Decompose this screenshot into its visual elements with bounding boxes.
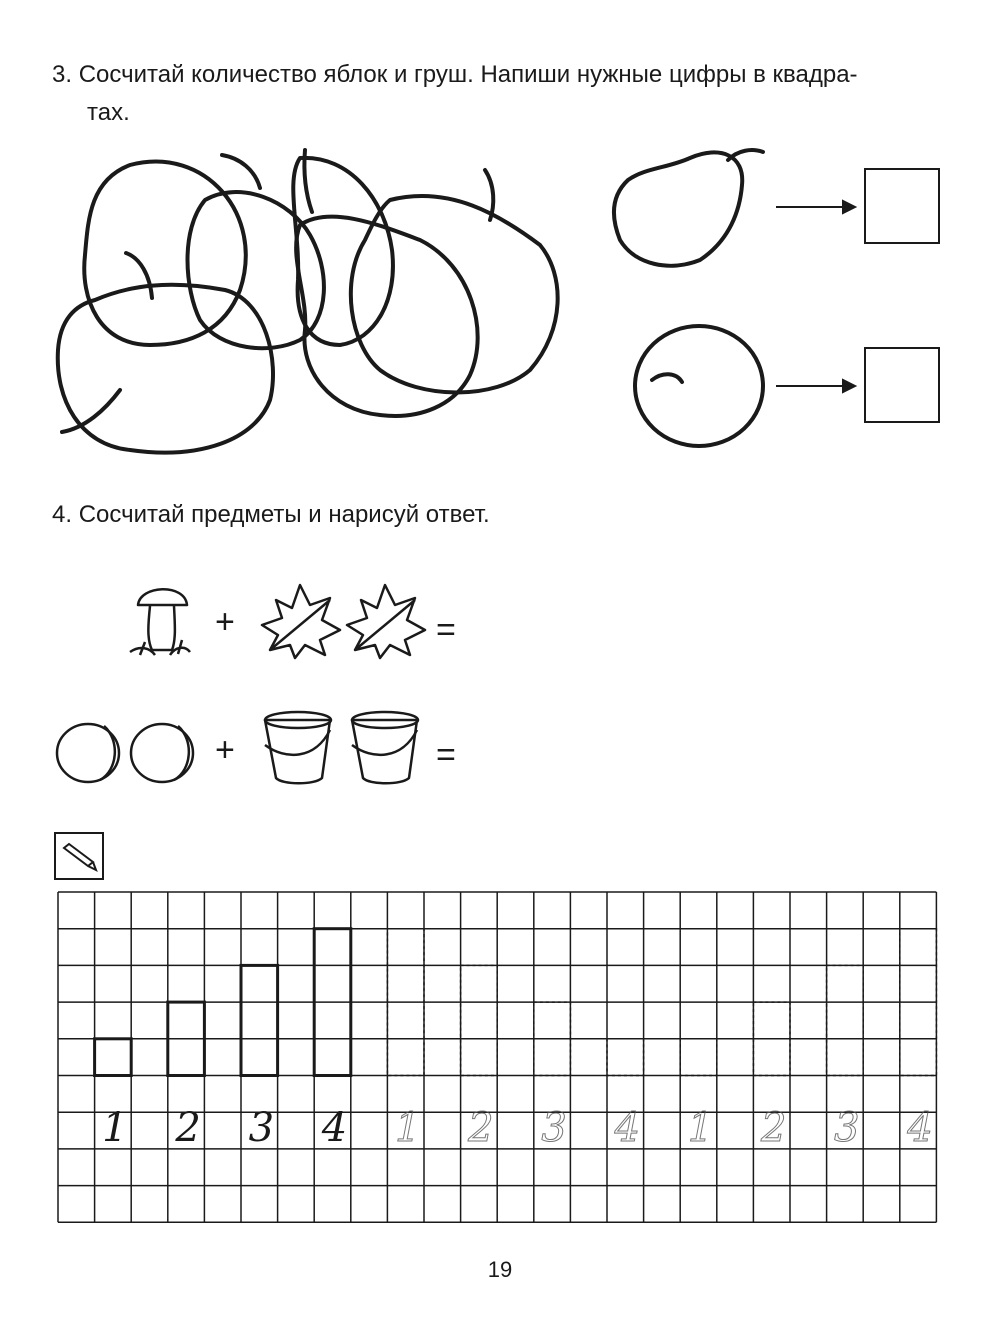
trace-bar (827, 965, 864, 1075)
page-number: 19 (487, 1257, 513, 1282)
task4-number: 4. (52, 501, 73, 528)
pear-arrow-head (843, 201, 855, 213)
grass-icon (130, 640, 190, 655)
tangled-fruits (58, 150, 558, 453)
apple-icon (635, 326, 763, 446)
plus-sign: + (215, 603, 235, 641)
task3-number: 3. (52, 61, 73, 88)
equals-sign: = (436, 611, 456, 649)
trace-digit: 2 (760, 1105, 787, 1152)
trace-bar (607, 1039, 644, 1076)
maple-leaf-icon (262, 585, 340, 658)
sample-bar (241, 965, 278, 1075)
mushroom-stem-icon (148, 606, 175, 650)
tangled-stem-3 (222, 155, 260, 188)
trace-digit: 3 (834, 1105, 860, 1152)
pear-icon (614, 152, 742, 265)
sample-digit: 2 (175, 1105, 201, 1152)
tangled-pear-1 (84, 162, 246, 345)
sample-bar (95, 1039, 132, 1076)
mushroom-icon (138, 589, 187, 605)
bucket-handle-icon (352, 730, 417, 755)
task3-line2: тах. (87, 99, 130, 126)
equals-sign: = (436, 736, 456, 774)
trace-digit: 4 (614, 1105, 641, 1152)
trace-digit: 2 (468, 1105, 494, 1152)
tangled-pear-3 (296, 217, 478, 416)
task4-text: Сосчитай предметы и нарисуй ответ. (78, 501, 490, 528)
maple-leaf-icon (347, 585, 425, 658)
trace-digit: 4 (907, 1105, 933, 1152)
trace-digit: 1 (394, 1105, 421, 1152)
trace-bar (680, 1039, 717, 1076)
tangled-apple-1 (58, 285, 273, 453)
tangled-stem-2 (126, 253, 152, 298)
pencil-badge (55, 833, 103, 879)
trace-digit: 1 (687, 1105, 714, 1152)
apple-stem-icon (652, 374, 682, 382)
task3-text: Сосчитай количество яблок и груш. Напиши нужные цифры в квадра- (78, 61, 858, 88)
sample-digit: 1 (102, 1105, 128, 1152)
task4-line (52, 498, 490, 532)
plus-sign: + (215, 731, 235, 769)
apple-count-box[interactable] (864, 347, 940, 423)
sample-digit: 3 (248, 1105, 275, 1152)
sample-digit: 4 (321, 1105, 348, 1152)
pear-count-box[interactable] (864, 168, 940, 244)
bucket-handle-icon (265, 730, 330, 755)
trace-bar (461, 965, 498, 1075)
apple-arrow-head (843, 380, 855, 392)
tangled-apple-2 (293, 158, 393, 345)
trace-digit: 3 (541, 1105, 567, 1152)
